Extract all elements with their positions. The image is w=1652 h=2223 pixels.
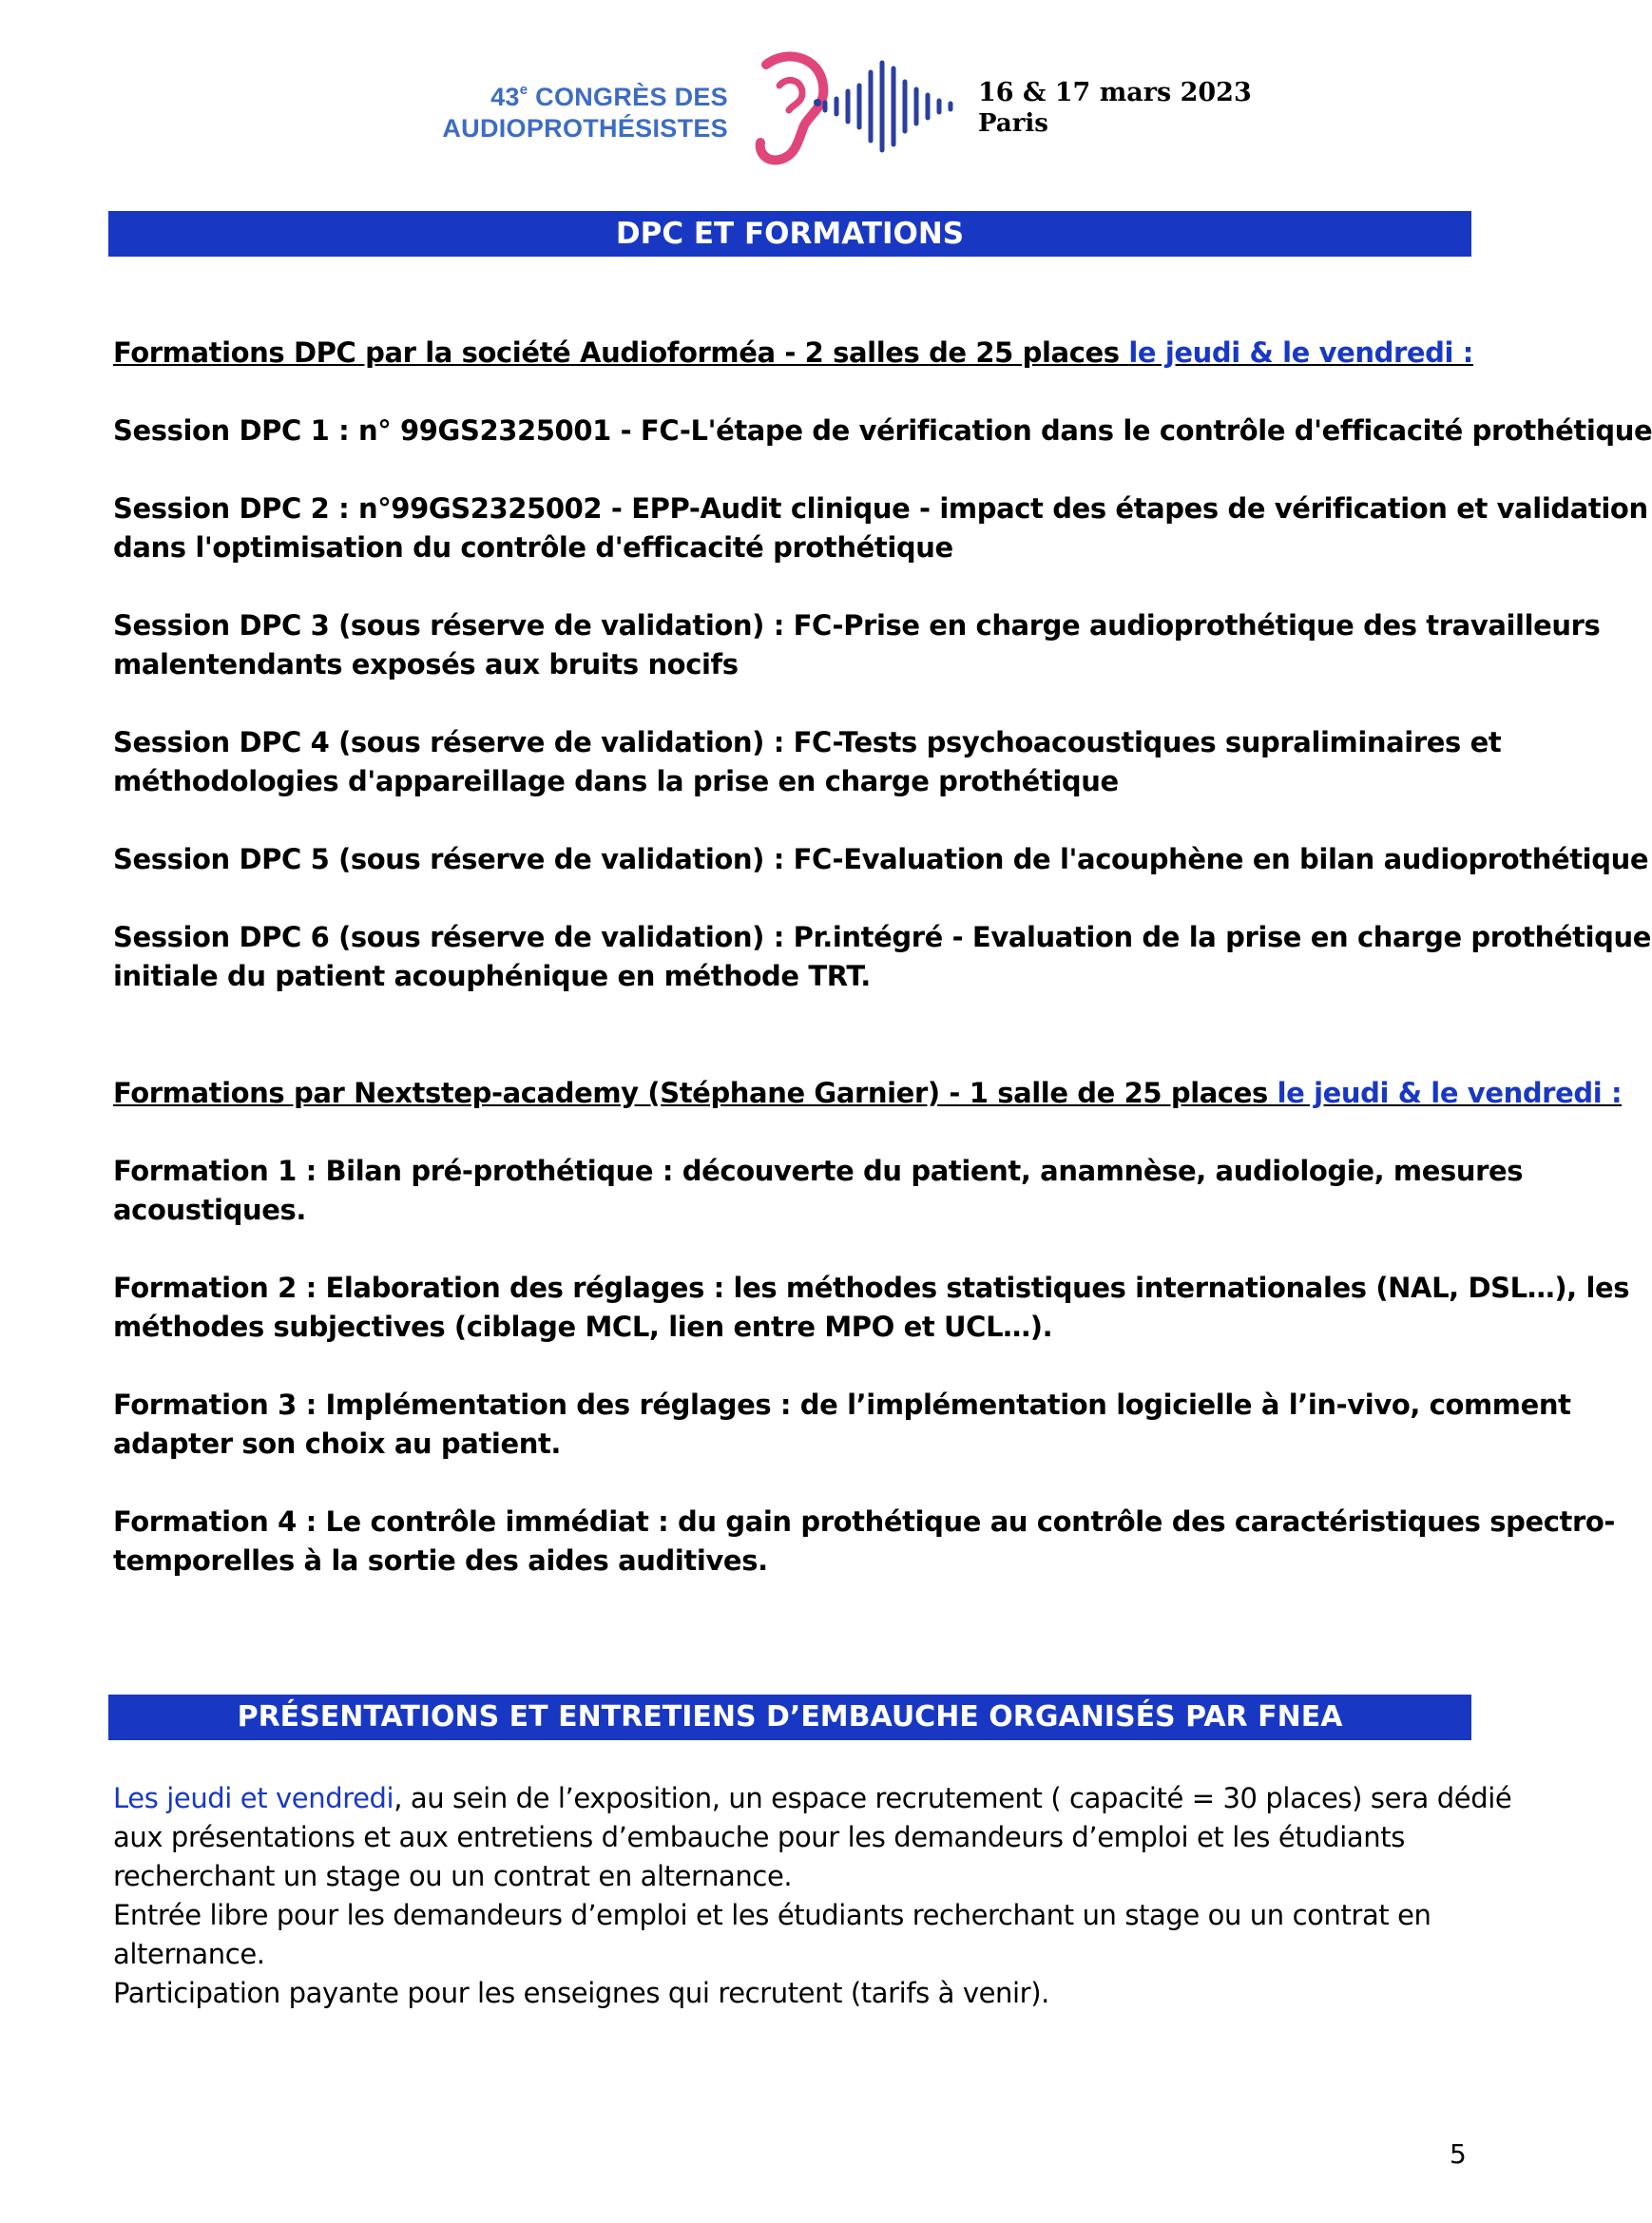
- session-dpc-1: Session DPC 1 : n° 99GS2325001 - FC-L'étape de vérification dans le contrôle d'efficacité prothétique: [113, 414, 1652, 447]
- ear-icon: [738, 48, 833, 169]
- section-title-fnea: PRÉSENTATIONS ET ENTRETIENS D’EMBAUCHE ORGANISÉS PAR FNEA: [108, 1695, 1471, 1740]
- page-number: 5: [1450, 2138, 1467, 2170]
- formation-1: Formation 1 : Bilan pré-prothétique : découverte du patient, anamnèse, audiologie, mesures acoustiques.: [113, 1155, 1524, 1226]
- congress-logo-text: 43e CONGRÈS DES AUDIOPROTHÉSISTES: [442, 82, 728, 143]
- formation-4: Formation 4 : Le contrôle immédiat : du gain prothétique au contrôle des caractéristiques spectro- temporelles à la sortie des aides auditives.: [113, 1505, 1616, 1577]
- session-dpc-2: Session DPC 2 : n°99GS2325002 - EPP-Audit clinique - impact des étapes de vérification et validation dans l'optimisation du contrôle d'efficacité prothétique: [113, 492, 1648, 564]
- sound-wave-icon: [819, 59, 960, 154]
- section-title-dpc: DPC ET FORMATIONS: [108, 211, 1471, 257]
- formation-2: Formation 2 : Elaboration des réglages : les méthodes statistiques internationales (NAL, DSL…), les méthodes subjectives (ciblage MCL, lien entre MPO et UCL…).: [113, 1272, 1630, 1343]
- dpc-intro: Formations DPC par la société Audioforméa - 2 salles de 25 places le jeudi & le vendredi :: [113, 336, 1473, 369]
- session-dpc-5: Session DPC 5 (sous réserve de validation) : FC-Evaluation de l'acouphène en bilan audioprothétique: [113, 843, 1649, 875]
- session-dpc-6: Session DPC 6 (sous réserve de validation) : Pr.intégré - Evaluation de la prise en charge prothétique initiale du patient acouphénique en méthode TRT.: [113, 921, 1652, 992]
- event-date: 16 & 17 mars 2023: [978, 78, 1252, 107]
- session-dpc-3: Session DPC 3 (sous réserve de validation) : FC-Prise en charge audioprothétique des travailleurs malentendants exposés aux bruits nocifs: [113, 609, 1601, 680]
- fnea-paragraph: Les jeudi et vendredi, au sein de l’exposition, un espace recrutement ( capacité = 30 places) sera dédié aux présentations et aux entretiens d’embauche pour les demandeurs d’emploi et les étudiants recherchant un stage ou un contrat en alternance. Entrée libre pour les demandeurs d’emploi et les étudiants recherchant un stage ou un contrat en alternance. Participation payante pour les enseignes qui recrutent (tarifs à venir).: [113, 1782, 1512, 2009]
- session-dpc-4: Session DPC 4 (sous réserve de validation) : FC-Tests psychoacoustiques supraliminaires et méthodologies d'appareillage dans la prise en charge prothétique: [113, 726, 1502, 797]
- formation-3: Formation 3 : Implémentation des réglages : de l’implémentation logicielle à l’in-vivo, comment adapter son choix au patient.: [113, 1389, 1571, 1460]
- event-city: Paris: [978, 109, 1048, 138]
- nextstep-intro: Formations par Nextstep-academy (Stéphane Garnier) - 1 salle de 25 places le jeudi & le vendredi :: [113, 1077, 1623, 1109]
- page-header: [0, 0, 1571, 181]
